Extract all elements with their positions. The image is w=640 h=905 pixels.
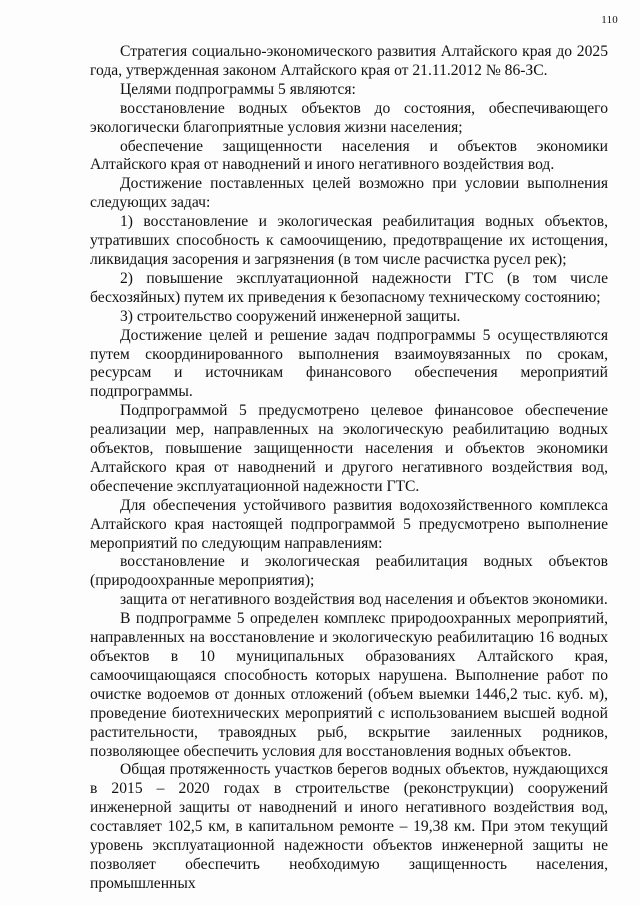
paragraph-financing: Подпрограммой 5 предусмотрено целевое финансовое обеспечение реализации мер, направленных на экологическую реабилитацию водных объектов, повышение защищенности населения и объектов экономики Алтайского края от наводнений и другого негативного воздействия вод, обеспечение эксплуатационной надежности ГТС. (90, 402, 608, 495)
paragraph-strategy: Стратегия социально-экономического развития Алтайского края до 2025 года, утвержденная законом Алтайского края от 21.11.2012 № 86-ЗС. (90, 43, 608, 79)
paragraph-task-2: 2) повышение эксплуатационной надежности ГТС (в том числе бесхозяйных) путем их приведения к безопасному техническому состоянию; (90, 269, 608, 306)
paragraph-direction-1: восстановление и экологическая реабилитация водных объектов (природоохранные мероприятия); (90, 553, 608, 590)
paragraph-task-3: 3) строительство сооружений инженерной защиты. (120, 307, 461, 325)
paragraph-goal-1: восстановление водных объектов до состояния, обеспечивающего экологически благоприятные условия жизни населения; (90, 99, 608, 136)
paragraph-goals-intro: Целями подпрограммы 5 являются: (120, 80, 356, 98)
paragraph-shore-length: Общая протяженность участков берегов водных объектов, нуждающихся в 2015 – 2020 годах в строительстве (реконструкции) сооружений инженерной защиты от наводнений и иного негативного воздействия вод, составляет 102,5 км, в капитальном ремонте – 19,38 км. При этом текущий уровень эксплуатационной надежности объектов инженерной защиты не позволяет обеспечить необходимую защищенность населения, промышленных (90, 761, 608, 892)
paragraph-direction-2: защита от негативного воздействия вод населения и объектов экономики. (120, 591, 608, 609)
paragraph-tasks-intro: Достижение поставленных целей возможно при условии выполнения следующих задач: (90, 175, 608, 212)
paragraph-measures: В подпрограмме 5 определен комплекс природоохранных мероприятий, направленных на восстановление и экологическую реабилитацию 16 водных объектов в 10 муниципальных образованиях Алтайского края, самоочищающаяся способность которых нарушена. Выполнение работ по очистке водоемов от донных отложений (объем выемки 1446,2 тыс. куб. м), проведение биотехнических мероприятий с использованием высшей водной растительности, травоядных рыб, вскрытие заиленных родников, позволяющее обеспечить условия для восстановления водных объектов. (90, 610, 608, 760)
page-number: 110 (601, 14, 618, 26)
paragraph-task-1: 1) восстановление и экологическая реабилитация водных объектов, утративших способность к самоочищению, предотвращение их истощения, ликвидация засорения и загрязнения (в том числе расчистка русел рек); (90, 213, 608, 268)
paragraph-achievement: Достижение целей и решение задач подпрограммы 5 осуществляются путем скоординированного выполнения взаимоувязанных по срокам, ресурсам и источникам финансового обеспечения мероприятий подпрограммы. (90, 326, 608, 401)
document-body (90, 43, 608, 894)
paragraph-directions-intro: Для обеспечения устойчивого развития водохозяйственного комплекса Алтайского края настоящей подпрограммой 5 предусмотрено выполнение мероприятий по следующим направлениям: (90, 496, 608, 552)
paragraph-goal-2: обеспечение защищенности населения и объектов экономики Алтайского края от наводнений и иного негативного воздействия вод. (90, 137, 608, 174)
